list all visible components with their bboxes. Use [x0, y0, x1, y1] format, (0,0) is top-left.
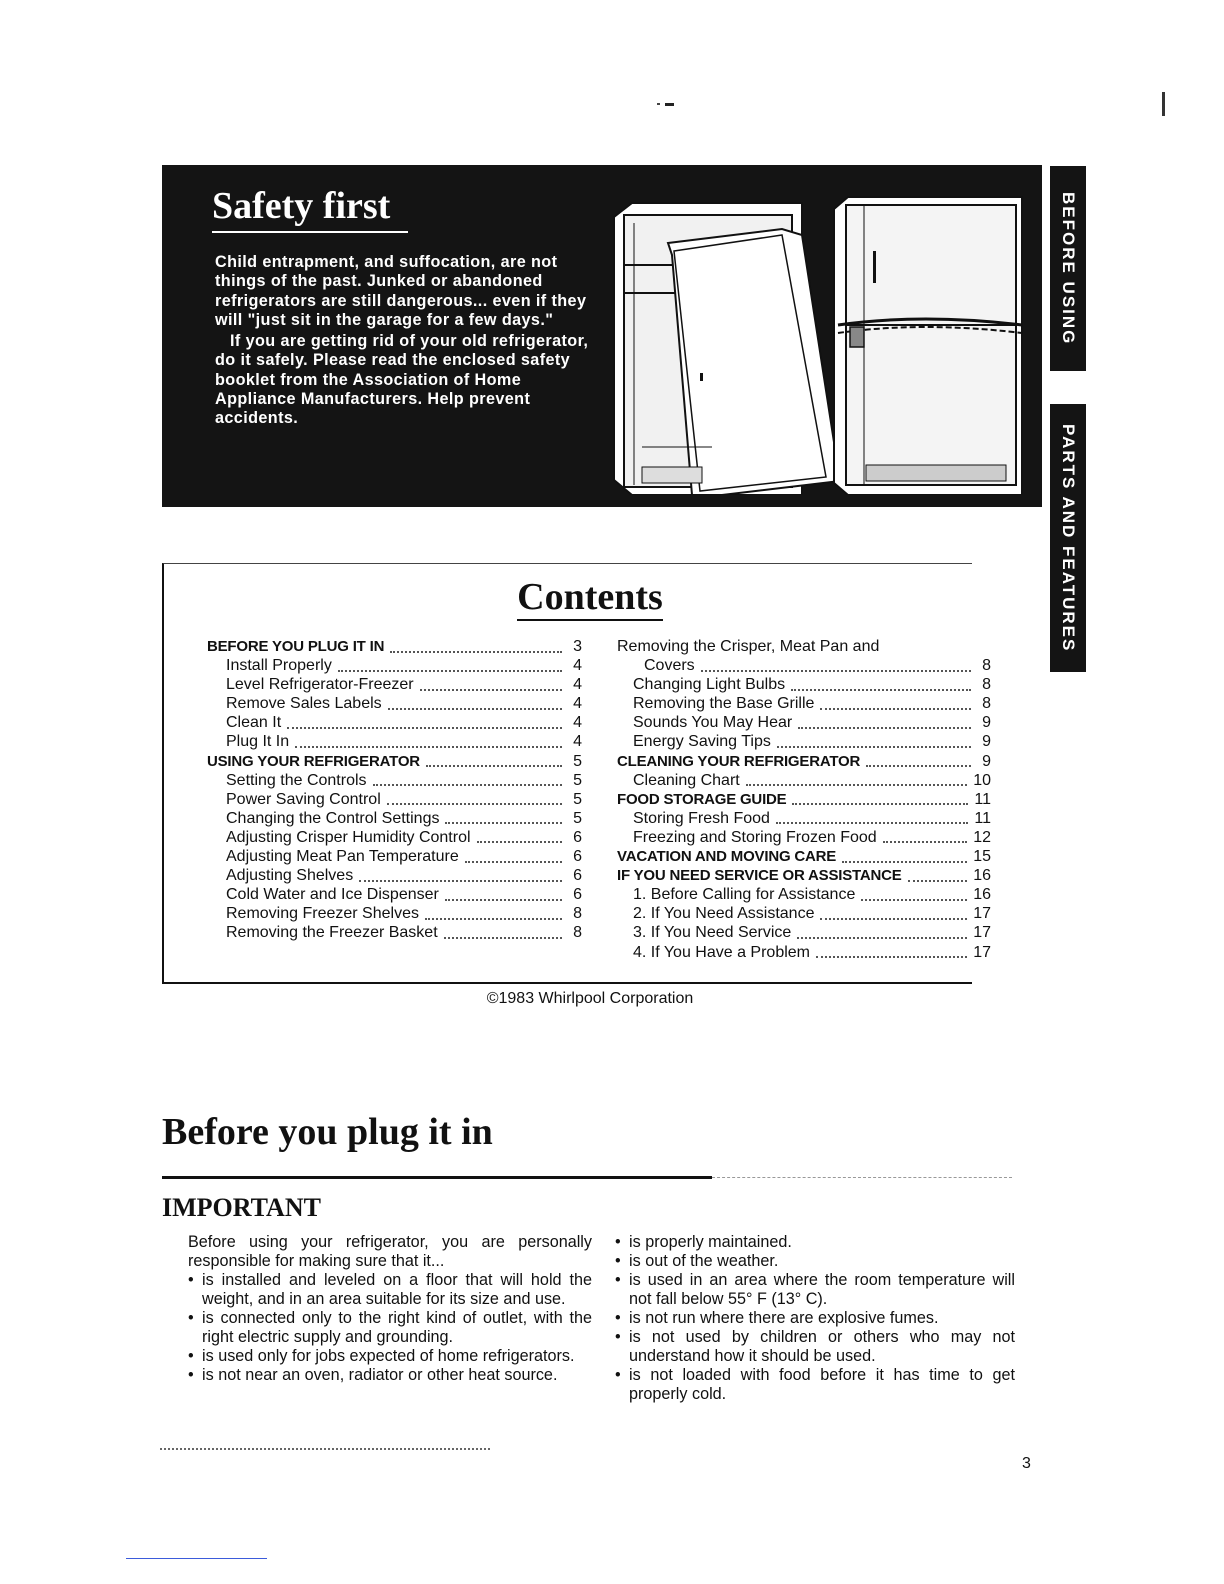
toc-leader-dots [701, 670, 971, 672]
toc-entry-page: 11 [974, 790, 991, 808]
toc-entry-label: 1. Before Calling for Assistance [633, 886, 856, 904]
copyright: ©1983 Whirlpool Corporation [486, 990, 694, 1007]
bullet-item: • is connected only to the right kind of outlet, with the right electric supply and grounding. [188, 1309, 592, 1347]
toc-entry[interactable] [207, 675, 582, 694]
toc-entry-page: 6 [573, 848, 582, 866]
toc-entry[interactable] [617, 656, 991, 675]
toc-entry-label: Removing Freezer Shelves [226, 905, 419, 923]
toc-entry-page: 6 [573, 886, 582, 904]
toc-entry[interactable] [617, 847, 991, 866]
toc-entry[interactable] [207, 771, 582, 790]
toc-entry[interactable] [207, 694, 582, 713]
toc-leader-dots [420, 689, 562, 691]
toc-entry[interactable] [617, 637, 991, 656]
toc-entry[interactable] [617, 904, 991, 923]
bullet-item: • is not near an oven, radiator or other heat source. [188, 1366, 592, 1385]
toc-entry-label: Level Refrigerator-Freezer [226, 676, 414, 694]
toc-entry-label: Changing the Control Settings [226, 809, 440, 827]
important-intro: Before using your refrigerator, you are personally responsible for making sure that it... [188, 1233, 592, 1270]
toc-entry-page: 17 [973, 905, 991, 923]
toc-leader-dots [776, 822, 968, 824]
safety-text [215, 253, 595, 429]
toc-entry-label: Setting the Controls [226, 771, 367, 789]
toc-entry-page: 10 [973, 771, 991, 789]
toc-entry-label: Power Saving Control [226, 790, 381, 808]
important-left-column [188, 1233, 592, 1385]
bullet-item: • is installed and leveled on a floor that will hold the weight, and in an area suitable for its size and use. [188, 1271, 592, 1309]
toc-entry[interactable] [207, 923, 582, 942]
toc-entry-label: Storing Fresh Food [633, 809, 770, 827]
toc-leader-dots [465, 861, 562, 863]
toc-entry[interactable] [207, 656, 582, 675]
toc-entry-label: VACATION AND MOVING CARE [617, 848, 837, 866]
toc-entry-label: Covers [644, 657, 695, 675]
toc-entry[interactable] [207, 828, 582, 847]
toc-leader-dots [477, 841, 562, 843]
toc-leader-dots [426, 765, 562, 767]
toc-entry[interactable] [207, 713, 582, 732]
bullet-item: • is not loaded with food before it has time to get properly cold. [615, 1366, 1015, 1404]
scan-bar [1162, 92, 1165, 116]
toc-entry-label: BEFORE YOU PLUG IT IN [207, 638, 385, 655]
toc-entry-label: Clean It [226, 714, 282, 732]
toc-entry-page: 16 [973, 867, 991, 885]
toc-entry-label: IF YOU NEED SERVICE OR ASSISTANCE [617, 867, 902, 885]
toc-entry-label: Install Properly [226, 657, 332, 675]
toc-leader-dots [842, 861, 967, 863]
toc-entry[interactable] [617, 885, 991, 904]
toc-entry-page: 3 [573, 638, 582, 655]
toc-leader-dots [820, 708, 971, 710]
toc-left-column [207, 637, 582, 943]
section-rule-faded [712, 1177, 1012, 1178]
toc-entry[interactable] [207, 904, 582, 923]
toc-entry[interactable] [207, 885, 582, 904]
toc-entry-label: Adjusting Meat Pan Temperature [226, 848, 459, 866]
bullet-item: • is used in an area where the room temperature will not fall below 55° F (13° C). [615, 1271, 1015, 1309]
toc-entry-label: Adjusting Shelves [226, 867, 354, 885]
toc-leader-dots [866, 765, 971, 767]
section-rule [162, 1176, 712, 1179]
toc-leader-dots [287, 727, 562, 729]
tab-before-using-label: BEFORE USING [1059, 191, 1078, 346]
toc-entry-page: 16 [973, 886, 991, 904]
toc-entry-label: Removing the Base Grille [633, 695, 815, 713]
toc-leader-dots [445, 899, 562, 901]
toc-leader-dots [798, 727, 971, 729]
toc-entry-page: 17 [973, 924, 991, 942]
toc-leader-dots [295, 746, 562, 748]
bullet-item: • is out of the weather. [615, 1252, 1015, 1271]
toc-entry-page: 9 [982, 733, 991, 751]
toc-entry[interactable] [617, 771, 991, 790]
toc-leader-dots [791, 689, 971, 691]
toc-entry-page: 5 [573, 752, 582, 770]
toc-entry-label: CLEANING YOUR REFRIGERATOR [617, 752, 861, 770]
toc-entry[interactable] [617, 732, 991, 751]
toc-entry-page: 4 [573, 714, 582, 732]
toc-entry-label: Remove Sales Labels [226, 695, 382, 713]
bullet-item: • is not run where there are explosive fumes. [615, 1309, 1015, 1328]
contents-title [0, 575, 1180, 619]
tab-before-using[interactable] [1050, 166, 1086, 371]
tab-parts-and-features-label: PARTS AND FEATURES [1059, 423, 1078, 653]
toc-entry-label: 4. If You Have a Problem [633, 943, 810, 961]
toc-entry[interactable] [617, 790, 991, 809]
toc-entry-page: 4 [573, 733, 582, 751]
toc-entry-label: Energy Saving Tips [633, 733, 771, 751]
toc-leader-dots [445, 822, 562, 824]
toc-entry-page: 6 [573, 828, 582, 846]
toc-right-column [617, 637, 991, 962]
toc-entry-page: 4 [573, 657, 582, 675]
toc-entry[interactable] [207, 752, 582, 771]
toc-entry[interactable] [207, 847, 582, 866]
toc-leader-dots [359, 880, 562, 882]
toc-entry-page: 9 [982, 714, 991, 732]
toc-entry-label: Removing the Freezer Basket [226, 924, 438, 942]
toc-entry[interactable] [207, 637, 582, 656]
toc-leader-dots [777, 746, 971, 748]
toc-entry-label: Adjusting Crisper Humidity Control [226, 828, 471, 846]
page-number: 3 [1022, 1455, 1031, 1472]
toc-entry-label: FOOD STORAGE GUIDE [617, 790, 787, 808]
toc-entry-page: 8 [982, 676, 991, 694]
toc-entry-page: 9 [982, 752, 991, 770]
toc-leader-dots [390, 651, 562, 653]
toc-entry[interactable] [617, 923, 991, 942]
toc-entry-label: Sounds You May Hear [633, 714, 793, 732]
toc-entry[interactable] [617, 675, 991, 694]
left-bullet-list [188, 1271, 592, 1385]
toc-entry[interactable] [207, 809, 582, 828]
toc-entry-label: Cleaning Chart [633, 771, 740, 789]
toc-entry-label: 3. If You Need Service [633, 924, 792, 942]
safety-title: Safety first [212, 187, 408, 233]
toc-leader-dots [387, 803, 562, 805]
important-right-column [615, 1233, 1015, 1404]
toc-leader-dots [883, 841, 968, 843]
toc-entry-page: 15 [973, 848, 991, 866]
safety-banner [162, 165, 1042, 507]
toc-entry[interactable] [617, 713, 991, 732]
toc-entry-page: 6 [573, 867, 582, 885]
toc-entry[interactable] [207, 866, 582, 885]
footer-line [126, 1558, 267, 1559]
important-heading: IMPORTANT [162, 1193, 321, 1222]
toc-entry[interactable] [207, 790, 582, 809]
section-title: Before you plug it in [162, 1111, 493, 1153]
bullet-item: • is properly maintained. [615, 1233, 1015, 1252]
scan-mark [657, 93, 679, 96]
toc-entry[interactable] [617, 866, 991, 885]
toc-entry-page: 12 [973, 828, 991, 846]
toc-leader-dots [425, 918, 562, 920]
right-bullet-list [615, 1233, 1015, 1404]
toc-entry-label: Plug It In [226, 733, 290, 751]
toc-entry[interactable] [617, 809, 991, 828]
toc-leader-dots [373, 784, 562, 786]
toc-entry-page: 8 [982, 657, 991, 675]
toc-entry-page: 11 [974, 809, 991, 827]
toc-entry[interactable] [617, 752, 991, 771]
toc-leader-dots [908, 880, 968, 882]
contents-title-text: Contents [517, 576, 663, 621]
toc-leader-dots [820, 918, 967, 920]
bottom-rule [160, 1448, 490, 1450]
bullet-item: • is used only for jobs expected of home refrigerators. [188, 1347, 592, 1366]
toc-entry-label: 2. If You Need Assistance [633, 905, 815, 923]
toc-entry[interactable] [617, 828, 991, 847]
safety-paragraph-1: Child entrapment, and suffocation, are not things of the past. Junked or abandoned refrigerators are still dangerous... even if they will "just sit in the garage for a few days." [215, 253, 587, 329]
toc-leader-dots [816, 956, 967, 958]
toc-leader-dots [792, 803, 968, 805]
toc-entry-page: 8 [573, 905, 582, 923]
toc-entry-page: 5 [573, 809, 582, 827]
toc-leader-dots [797, 937, 967, 939]
tab-parts-and-features[interactable] [1050, 404, 1086, 672]
toc-entry-page: 5 [573, 790, 582, 808]
refrigerator-illustration [602, 195, 1032, 495]
toc-leader-dots [444, 937, 562, 939]
toc-entry-label: Changing Light Bulbs [633, 676, 786, 694]
toc-leader-dots [746, 784, 967, 786]
toc-entry-page: 5 [573, 771, 582, 789]
safety-paragraph-2: If you are getting rid of your old refrigerator, do it safely. Please read the enclosed safety booklet from the Association of Home Appliance Manufacturers. Help prevent accidents. [215, 332, 589, 428]
toc-entry[interactable] [207, 732, 582, 751]
toc-entry-page: 8 [573, 924, 582, 942]
toc-entry-page: 4 [573, 695, 582, 713]
toc-entry-label: USING YOUR REFRIGERATOR [207, 752, 420, 770]
toc-entry[interactable] [617, 943, 991, 962]
toc-entry[interactable] [617, 694, 991, 713]
toc-leader-dots [861, 899, 967, 901]
toc-entry-label: Removing the Crisper, Meat Pan and [617, 638, 880, 655]
bullet-item: • is not used by children or others who may not understand how it should be used. [615, 1328, 1015, 1366]
toc-entry-label: Cold Water and Ice Dispenser [226, 886, 439, 904]
toc-entry-page: 8 [982, 695, 991, 713]
toc-entry-label: Freezing and Storing Frozen Food [633, 828, 877, 846]
toc-entry-page: 17 [973, 943, 991, 961]
toc-entry-page: 4 [573, 676, 582, 694]
toc-leader-dots [388, 708, 562, 710]
toc-leader-dots [338, 670, 562, 672]
